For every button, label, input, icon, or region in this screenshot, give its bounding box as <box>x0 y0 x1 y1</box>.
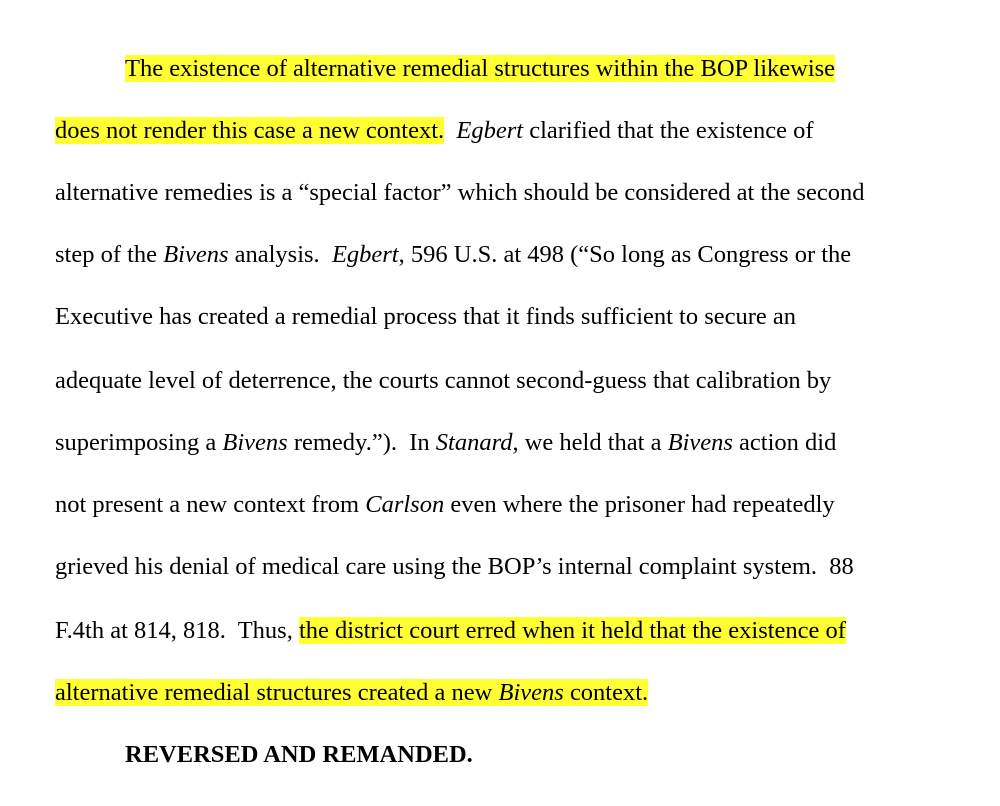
disposition-text: REVERSED AND REMANDED. <box>125 741 473 768</box>
highlighted-text: alternative remedial structures created a new <box>55 679 499 706</box>
highlighted-text: The existence of alternative remedial structures within the BOP likewise <box>125 55 836 82</box>
paragraph-line-4 <box>55 238 851 272</box>
paragraph-line-7 <box>55 426 836 460</box>
highlighted-text: does not render this case a new context. <box>55 117 445 144</box>
paragraph-line-2 <box>55 114 814 148</box>
text-run: not present a new context from <box>55 491 366 518</box>
case-name-italic: Egbert <box>456 117 524 144</box>
text-run: Executive has created a remedial process that it finds sufficient to secure an <box>55 303 797 330</box>
disposition-heading <box>125 738 473 772</box>
paragraph-line-6 <box>55 364 831 398</box>
text-run: clarified that the existence of <box>523 117 814 144</box>
text-run: adequate level of deterrence, the courts cannot second-guess that calibration by <box>55 367 832 394</box>
text-run <box>444 117 456 144</box>
paragraph-line-11 <box>55 676 648 710</box>
paragraph-line-8 <box>55 488 835 522</box>
highlighted-text: the district court erred when it held that the existence of <box>298 617 846 644</box>
text-run: remedy.”). In <box>287 429 436 456</box>
paragraph-line-1 <box>125 52 835 86</box>
text-run: alternative remedies is a “special factor” which should be considered at the second <box>55 179 865 206</box>
text-run: F.4th at 814, 818. Thus, <box>55 617 299 644</box>
case-name-italic: Stanard <box>435 429 513 456</box>
text-run: , we held that a <box>512 429 668 456</box>
text-run: analysis. <box>228 241 332 268</box>
case-name-italic: Egbert <box>331 241 399 268</box>
case-name-italic: Bivens <box>163 241 229 268</box>
text-run: grieved his denial of medical care using the BOP’s internal complaint system. 88 <box>55 553 854 580</box>
paragraph-line-3 <box>55 176 865 210</box>
paragraph-line-9 <box>55 550 854 584</box>
highlighted-text: context. <box>563 679 649 706</box>
text-run: even where the prisoner had repeatedly <box>444 491 835 518</box>
case-name-italic: Bivens <box>667 429 733 456</box>
paragraph-line-10 <box>55 614 846 648</box>
text-run: step of the <box>55 241 164 268</box>
case-name-italic: Carlson <box>365 491 445 518</box>
paragraph-line-5 <box>55 300 796 334</box>
text-run: superimposing a <box>55 429 223 456</box>
text-run: , 596 U.S. at 498 (“So long as Congress or the <box>398 241 852 268</box>
highlighted-case-name-italic: Bivens <box>498 679 564 706</box>
case-name-italic: Bivens <box>222 429 288 456</box>
text-run: action did <box>732 429 837 456</box>
